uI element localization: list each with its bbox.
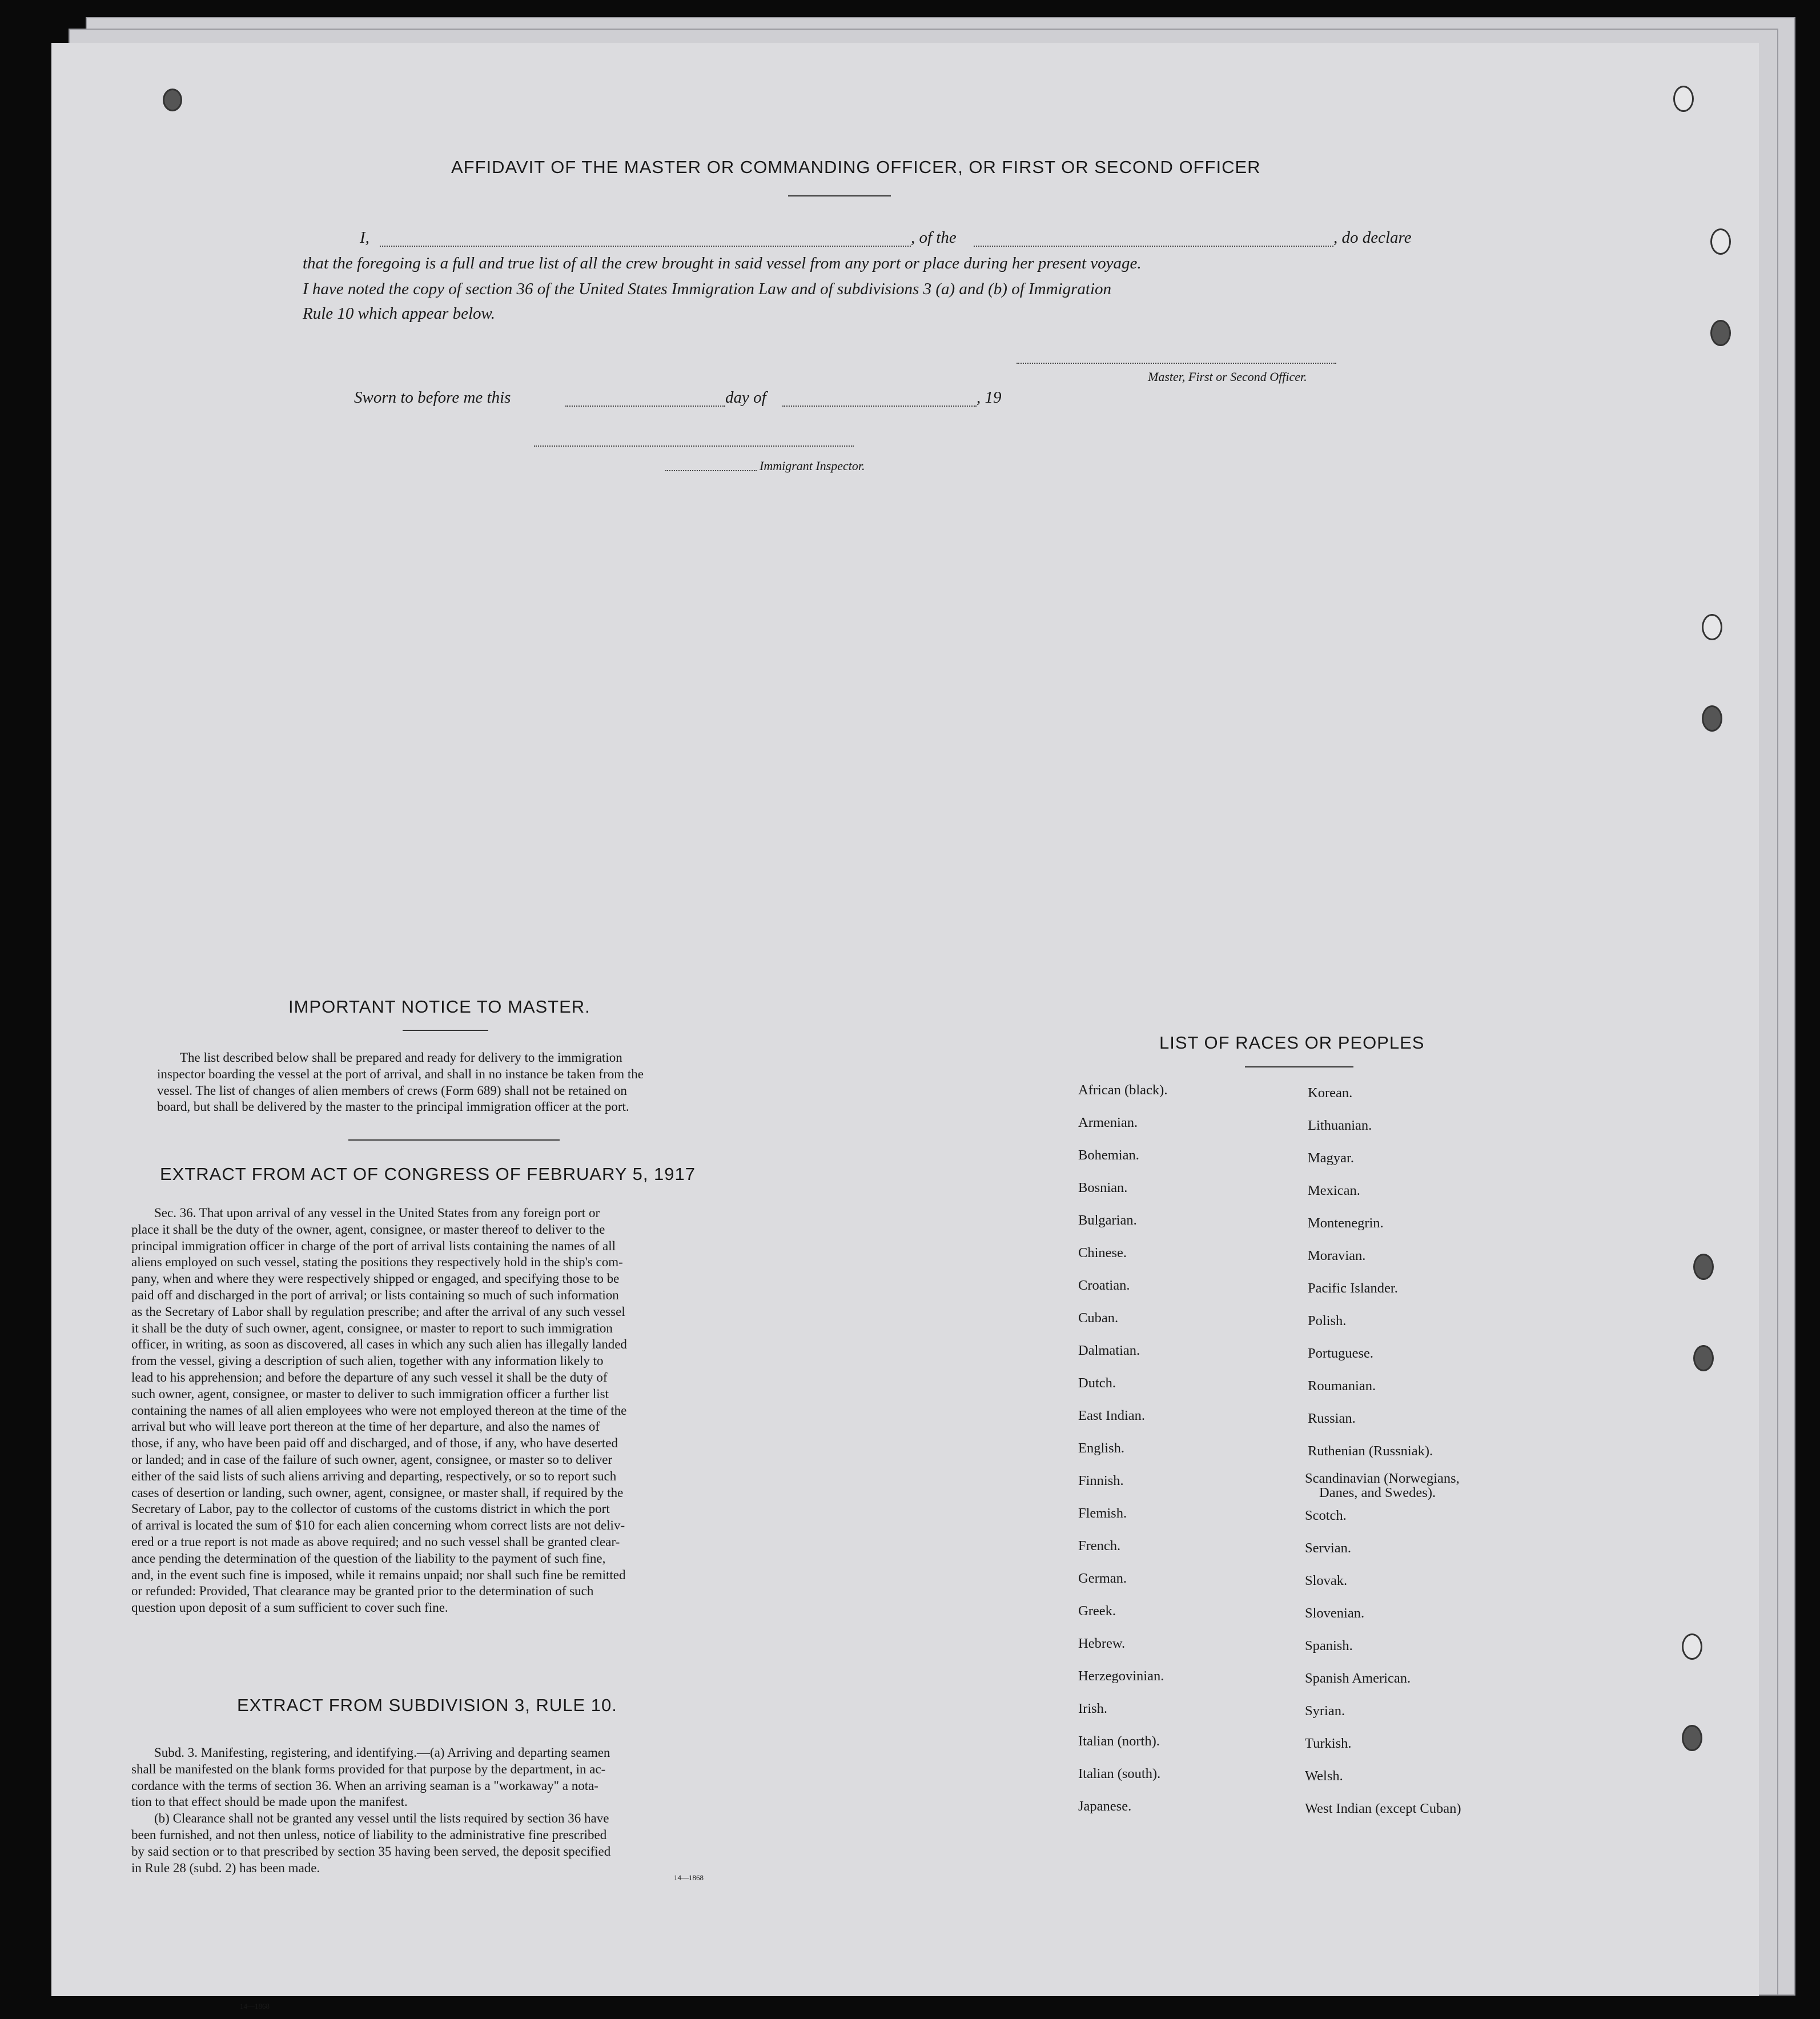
race-item: Flemish. bbox=[1078, 1506, 1127, 1521]
act-line: or landed; and in case of the failure of such owner, agent, consignee, or master so to deliver bbox=[131, 1452, 613, 1467]
act-line: Sec. 36. That upon arrival of any vessel in the United States from any foreign port or bbox=[154, 1206, 600, 1220]
affidavit-line-2: that the foregoing is a full and true list of all the crew brought in said vessel from any port or place during her present voyage. bbox=[303, 254, 1142, 272]
act-line: aliens employed on such vessel, stating the positions they respectively hold in the ship's com- bbox=[131, 1255, 623, 1270]
act-line: Secretary of Labor, pay to the collector of customs of the customs district in which the port bbox=[131, 1502, 610, 1516]
act-line: such owner, agent, consignee, or master to deliver to such immigration officer a further list bbox=[131, 1386, 609, 1401]
sworn-day-of: day of bbox=[725, 388, 766, 407]
act-line: ance pending the determination of the question of the liability to the payment of such fine, bbox=[131, 1551, 606, 1566]
notice-heading: IMPORTANT NOTICE TO MASTER. bbox=[288, 997, 590, 1017]
race-item: Slovak. bbox=[1305, 1573, 1348, 1588]
races-heading: LIST OF RACES OR PEOPLES bbox=[1159, 1033, 1425, 1053]
race-item: Dalmatian. bbox=[1078, 1343, 1140, 1358]
race-item: Slovenian. bbox=[1305, 1605, 1365, 1621]
punch-hole-icon bbox=[163, 89, 182, 111]
race-item: Armenian. bbox=[1078, 1115, 1138, 1130]
race-item: Lithuanian. bbox=[1308, 1118, 1372, 1133]
act-line: question upon deposit of a sum sufficient to cover such fine. bbox=[131, 1600, 448, 1615]
act-line: paid off and discharged in the port of arrival; or lists containing so much of such information bbox=[131, 1287, 619, 1302]
rule-line: shall be manifested on the blank forms provided for that purpose by the department, in ac- bbox=[131, 1761, 606, 1776]
inspector-caption-lead bbox=[665, 470, 757, 471]
notice-line: inspector boarding the vessel at the port of arrival, and shall in no instance be taken from the bbox=[157, 1066, 644, 1081]
sworn-month-blank[interactable] bbox=[782, 406, 977, 407]
affidavit-line-4: Rule 10 which appear below. bbox=[303, 304, 495, 323]
rule-line: by said section or to that prescribed by section 35 having been served, the deposit specified bbox=[131, 1844, 611, 1859]
race-item: Montenegrin. bbox=[1308, 1215, 1384, 1231]
race-item: Bohemian. bbox=[1078, 1147, 1139, 1163]
act-line: place it shall be the duty of the owner, agent, consignee, or master thereof to deliver to the bbox=[131, 1222, 605, 1237]
race-item: Roumanian. bbox=[1308, 1378, 1376, 1394]
sworn-day-blank[interactable] bbox=[565, 406, 725, 407]
notice-line: vessel. The list of changes of alien members of crews (Form 689) shall not be retained on bbox=[157, 1083, 627, 1098]
act-line: it shall be the duty of such owner, agent, consignee, or master to report to such immigration bbox=[131, 1320, 613, 1335]
race-item: English. bbox=[1078, 1440, 1124, 1456]
act-line: containing the names of all alien employees who were not employed thereon at the time of the bbox=[131, 1403, 627, 1418]
notice-text bbox=[157, 1050, 825, 1115]
rule-line: (b) Clearance shall not be granted any vessel until the lists required by section 36 have bbox=[154, 1811, 609, 1826]
act-line: lead to his apprehension; and before the departure of any such vessel it shall be the duty of bbox=[131, 1370, 608, 1384]
race-item: Turkish. bbox=[1305, 1736, 1352, 1751]
inspector-signature-blank[interactable] bbox=[534, 445, 854, 447]
act-line: officer, in writing, as soon as discovered, all cases in which any such alien has illegally landed bbox=[131, 1337, 627, 1352]
race-item: East Indian. bbox=[1078, 1408, 1146, 1423]
act-heading: EXTRACT FROM ACT OF CONGRESS OF FEBRUARY 5, 1917 bbox=[160, 1164, 696, 1184]
race-item: Spanish American. bbox=[1305, 1671, 1411, 1686]
punch-hole-icon bbox=[1702, 614, 1722, 640]
race-item: Irish. bbox=[1078, 1701, 1108, 1716]
race-item: Croatian. bbox=[1078, 1278, 1130, 1293]
race-item: Welsh. bbox=[1305, 1768, 1343, 1784]
name-blank[interactable] bbox=[380, 246, 911, 247]
race-item: Chinese. bbox=[1078, 1245, 1127, 1261]
act-text bbox=[131, 1205, 825, 1616]
rule-text bbox=[131, 1745, 825, 1876]
race-item: Finnish. bbox=[1078, 1473, 1124, 1488]
act-line: as the Secretary of Labor shall by regulation prescribe; and after the arrival of any such vessel bbox=[131, 1304, 625, 1319]
race-item: Pacific Islander. bbox=[1308, 1281, 1398, 1296]
document-page bbox=[51, 43, 1759, 2010]
affidavit-heading: AFFIDAVIT OF THE MASTER OR COMMANDING OFFICER, OR FIRST OR SECOND OFFICER bbox=[451, 157, 1261, 177]
race-item: Dutch. bbox=[1078, 1375, 1116, 1391]
heading-rule bbox=[403, 1030, 488, 1031]
race-item: Mexican. bbox=[1308, 1183, 1360, 1198]
rule-line: cordance with the terms of section 36. When an arriving seaman is a "workaway" a nota- bbox=[131, 1778, 598, 1793]
punch-hole-icon bbox=[1682, 1633, 1702, 1660]
sworn-prefix: Sworn to before me this bbox=[354, 388, 511, 407]
rule-line: been furnished, and not then unless, notice of liability to the administrative fine prescribed bbox=[131, 1827, 607, 1842]
sworn-year: , 19 bbox=[977, 388, 1002, 407]
inspector-caption: Immigrant Inspector. bbox=[760, 459, 865, 473]
affidavit-do-declare: , do declare bbox=[1333, 228, 1412, 247]
punch-hole-icon bbox=[1693, 1254, 1714, 1280]
race-item: Hebrew. bbox=[1078, 1636, 1126, 1651]
act-line: pany, when and where they were respectively shipped or engaged, and specifying those to be bbox=[131, 1271, 620, 1286]
heading-rule bbox=[1245, 1066, 1353, 1067]
punch-hole-icon bbox=[1682, 1725, 1702, 1751]
punch-hole-icon bbox=[1710, 228, 1731, 255]
section-rule bbox=[348, 1139, 560, 1141]
notice-line: board, but shall be delivered by the master to the principal immigration officer at the port. bbox=[157, 1099, 629, 1114]
race-item: Russian. bbox=[1308, 1411, 1356, 1426]
race-item-continued: Danes, and Swedes). bbox=[1319, 1485, 1436, 1500]
race-item: German. bbox=[1078, 1571, 1127, 1586]
form-code: 14—1868 bbox=[674, 1873, 704, 1882]
affidavit-of-the: , of the bbox=[911, 228, 957, 247]
act-line: principal immigration officer in charge of the port of arrival lists containing the names of all bbox=[131, 1238, 616, 1253]
act-line: of arrival is located the sum of $10 for each alien concerning whom correct lists are not deliv- bbox=[131, 1518, 625, 1533]
race-item: Moravian. bbox=[1308, 1248, 1366, 1263]
heading-rule bbox=[788, 195, 891, 196]
act-line: or refunded: Provided, That clearance may be granted prior to the determination of such bbox=[131, 1584, 594, 1599]
race-item: Servian. bbox=[1305, 1540, 1351, 1556]
race-item: Polish. bbox=[1308, 1313, 1347, 1328]
race-item: Ruthenian (Russniak). bbox=[1308, 1443, 1433, 1459]
race-item: African (black). bbox=[1078, 1082, 1168, 1098]
race-item: Portuguese. bbox=[1308, 1346, 1373, 1361]
vessel-blank[interactable] bbox=[974, 246, 1333, 247]
race-item: Magyar. bbox=[1308, 1150, 1354, 1166]
race-item: Herzegovinian. bbox=[1078, 1668, 1164, 1684]
master-signature-blank[interactable] bbox=[1017, 363, 1336, 364]
race-item: Bosnian. bbox=[1078, 1180, 1128, 1195]
race-item: Cuban. bbox=[1078, 1310, 1119, 1326]
master-caption: Master, First or Second Officer. bbox=[1148, 370, 1307, 384]
race-item: French. bbox=[1078, 1538, 1121, 1554]
race-item: Greek. bbox=[1078, 1603, 1116, 1619]
rule-line: in Rule 28 (subd. 2) has been made. bbox=[131, 1860, 320, 1875]
act-line: from the vessel, giving a description of such alien, together with any information likely to bbox=[131, 1354, 604, 1368]
act-line: and, in the event such fine is imposed, while it remains unpaid; nor shall such fine be remitted bbox=[131, 1567, 626, 1582]
race-item: Italian (south). bbox=[1078, 1766, 1161, 1781]
rule-line: Subd. 3. Manifesting, registering, and identifying.—(a) Arriving and departing seamen bbox=[154, 1745, 610, 1760]
act-line: cases of desertion or landing, such owner, agent, consignee, or master shall, if required by the bbox=[131, 1485, 624, 1500]
punch-hole-icon bbox=[1702, 705, 1722, 732]
race-item: Syrian. bbox=[1305, 1703, 1345, 1719]
race-item: Spanish. bbox=[1305, 1638, 1353, 1653]
notice-line: The list described below shall be prepared and ready for delivery to the immigration bbox=[180, 1050, 622, 1065]
race-item: Scotch. bbox=[1305, 1508, 1347, 1523]
punch-hole-icon bbox=[1710, 320, 1731, 346]
race-item: Japanese. bbox=[1078, 1799, 1132, 1814]
race-item: Korean. bbox=[1308, 1085, 1353, 1101]
punch-hole-icon bbox=[1693, 1345, 1714, 1371]
act-line: ered or a true report is not made as above required; and no such vessel shall be granted clear- bbox=[131, 1534, 620, 1549]
act-line: either of the said lists of such aliens arriving and departing, respectively, or so to report such bbox=[131, 1468, 617, 1483]
rule-heading: EXTRACT FROM SUBDIVISION 3, RULE 10. bbox=[237, 1695, 617, 1715]
affidavit-line-3: I have noted the copy of section 36 of the United States Immigration Law and of subdivisions 3 (a) and (b) of Immigration bbox=[303, 280, 1112, 298]
rule-line: tion to that effect should be made upon the manifest. bbox=[131, 1795, 408, 1809]
act-line: arrival but who will leave port thereon at the time of her departure, and also the names of bbox=[131, 1419, 600, 1434]
punch-hole-icon bbox=[1673, 86, 1694, 112]
act-line: those, if any, who have been paid off and discharged, and of those, if any, who have deserted bbox=[131, 1436, 618, 1451]
affidavit-i: I, bbox=[360, 228, 369, 247]
margin-note: 14—1868 bbox=[240, 2002, 270, 2010]
race-item: West Indian (except Cuban) bbox=[1305, 1801, 1461, 1816]
race-item: Italian (north). bbox=[1078, 1733, 1160, 1749]
race-item: Scandinavian (Norwegians, bbox=[1305, 1471, 1460, 1486]
race-item: Bulgarian. bbox=[1078, 1213, 1137, 1228]
